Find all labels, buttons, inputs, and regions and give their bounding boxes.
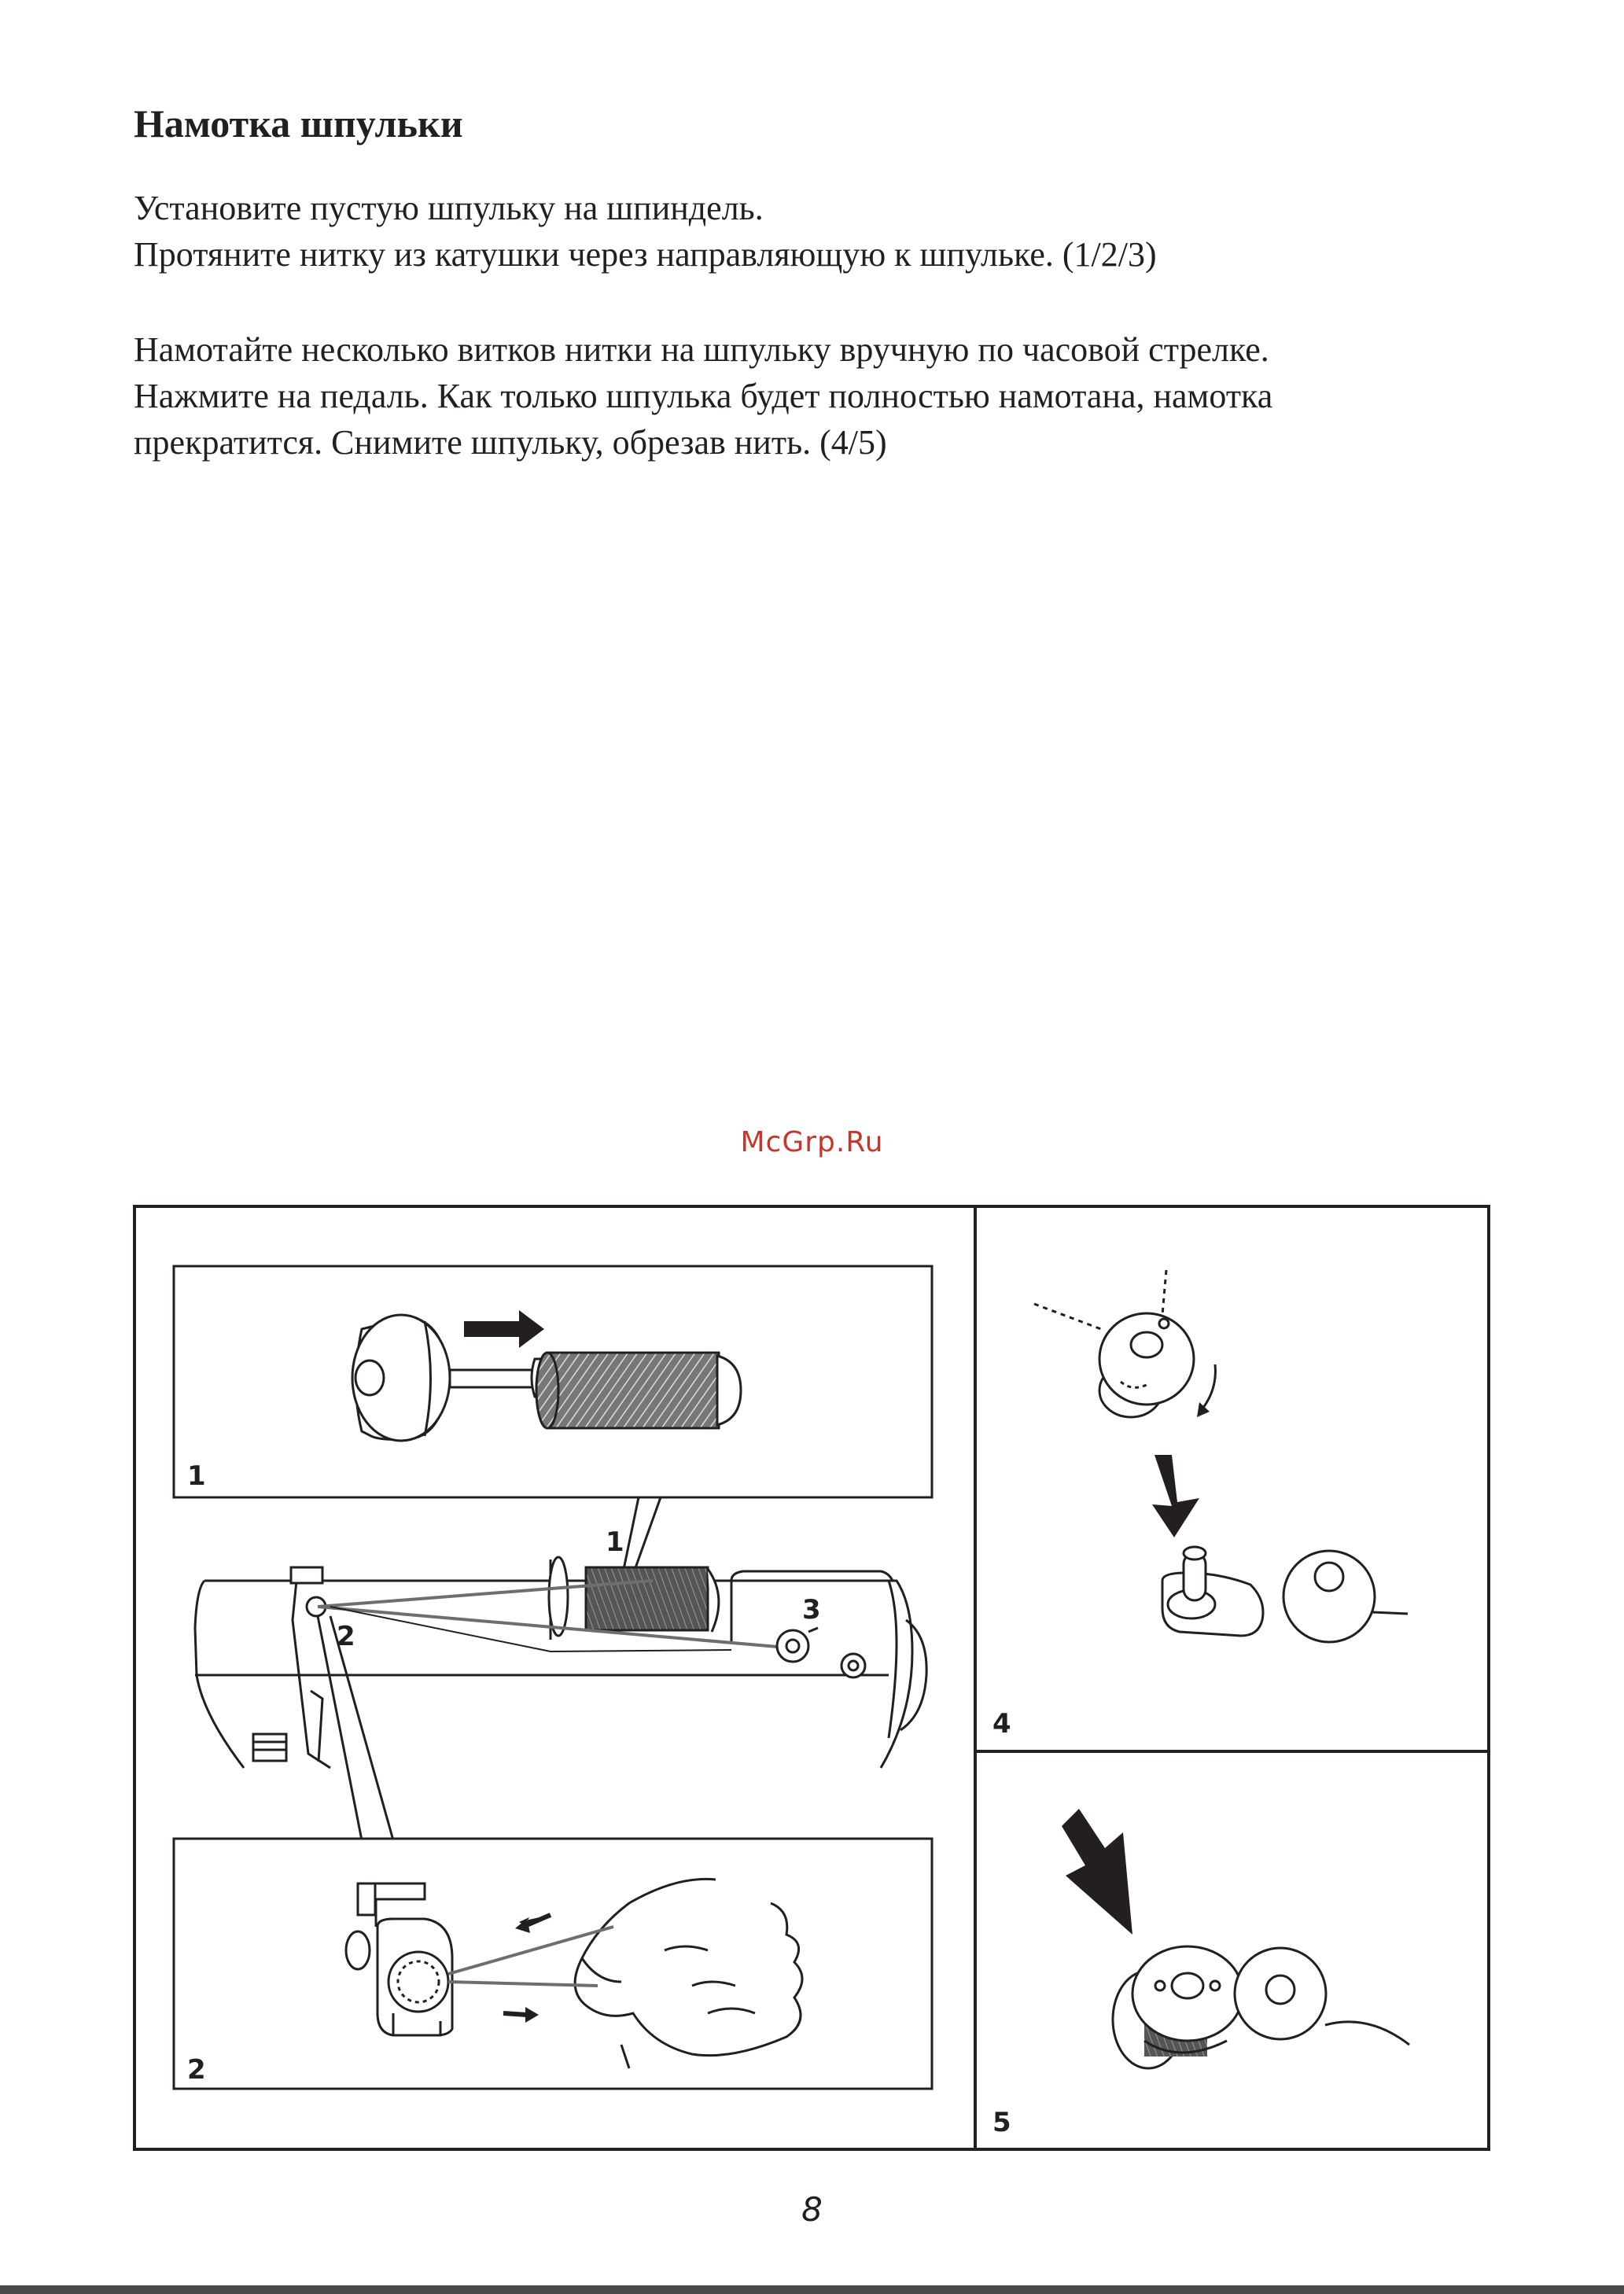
instruction-line: прекратится. Снимите шпульку, обрезав нить. (4/5) bbox=[134, 423, 887, 462]
thread-spool bbox=[532, 1353, 741, 1428]
panel-4-label: 4 bbox=[992, 1708, 1011, 1740]
instruction-line: Установите пустую шпульку на шпиндель. bbox=[134, 189, 764, 227]
callout-1: 1 bbox=[606, 1526, 624, 1558]
instruction-line: Намотайте несколько витков нитки на шпульку вручную по часовой стрелке. bbox=[134, 330, 1269, 369]
panel-1-spool bbox=[174, 1266, 932, 1596]
instruction-line: Протяните нитку из катушки через направляющую к шпульке. (1/2/3) bbox=[134, 235, 1157, 274]
panel-5-bobbin-winding bbox=[992, 1809, 1409, 2138]
page-number: 8 bbox=[801, 2190, 823, 2229]
callout-3: 3 bbox=[802, 1594, 821, 1626]
panel-5-label: 5 bbox=[992, 2107, 1011, 2138]
panel-2-label: 2 bbox=[187, 2054, 206, 2086]
watermark-text: McGrp.Ru bbox=[740, 1126, 884, 1158]
spool-cap bbox=[352, 1315, 450, 1441]
page-heading: Намотка шпульки bbox=[134, 101, 463, 145]
bottom-border bbox=[0, 2285, 1624, 2294]
callout-2: 2 bbox=[337, 1621, 355, 1652]
instruction-line: Нажмите на педаль. Как только шпулька будет полностью намотана, намотка bbox=[134, 377, 1273, 415]
panel-4-bobbin-on-spindle bbox=[992, 1270, 1408, 1740]
panel-2-thread-guide bbox=[174, 1839, 932, 2089]
panel-1-label: 1 bbox=[187, 1460, 206, 1492]
